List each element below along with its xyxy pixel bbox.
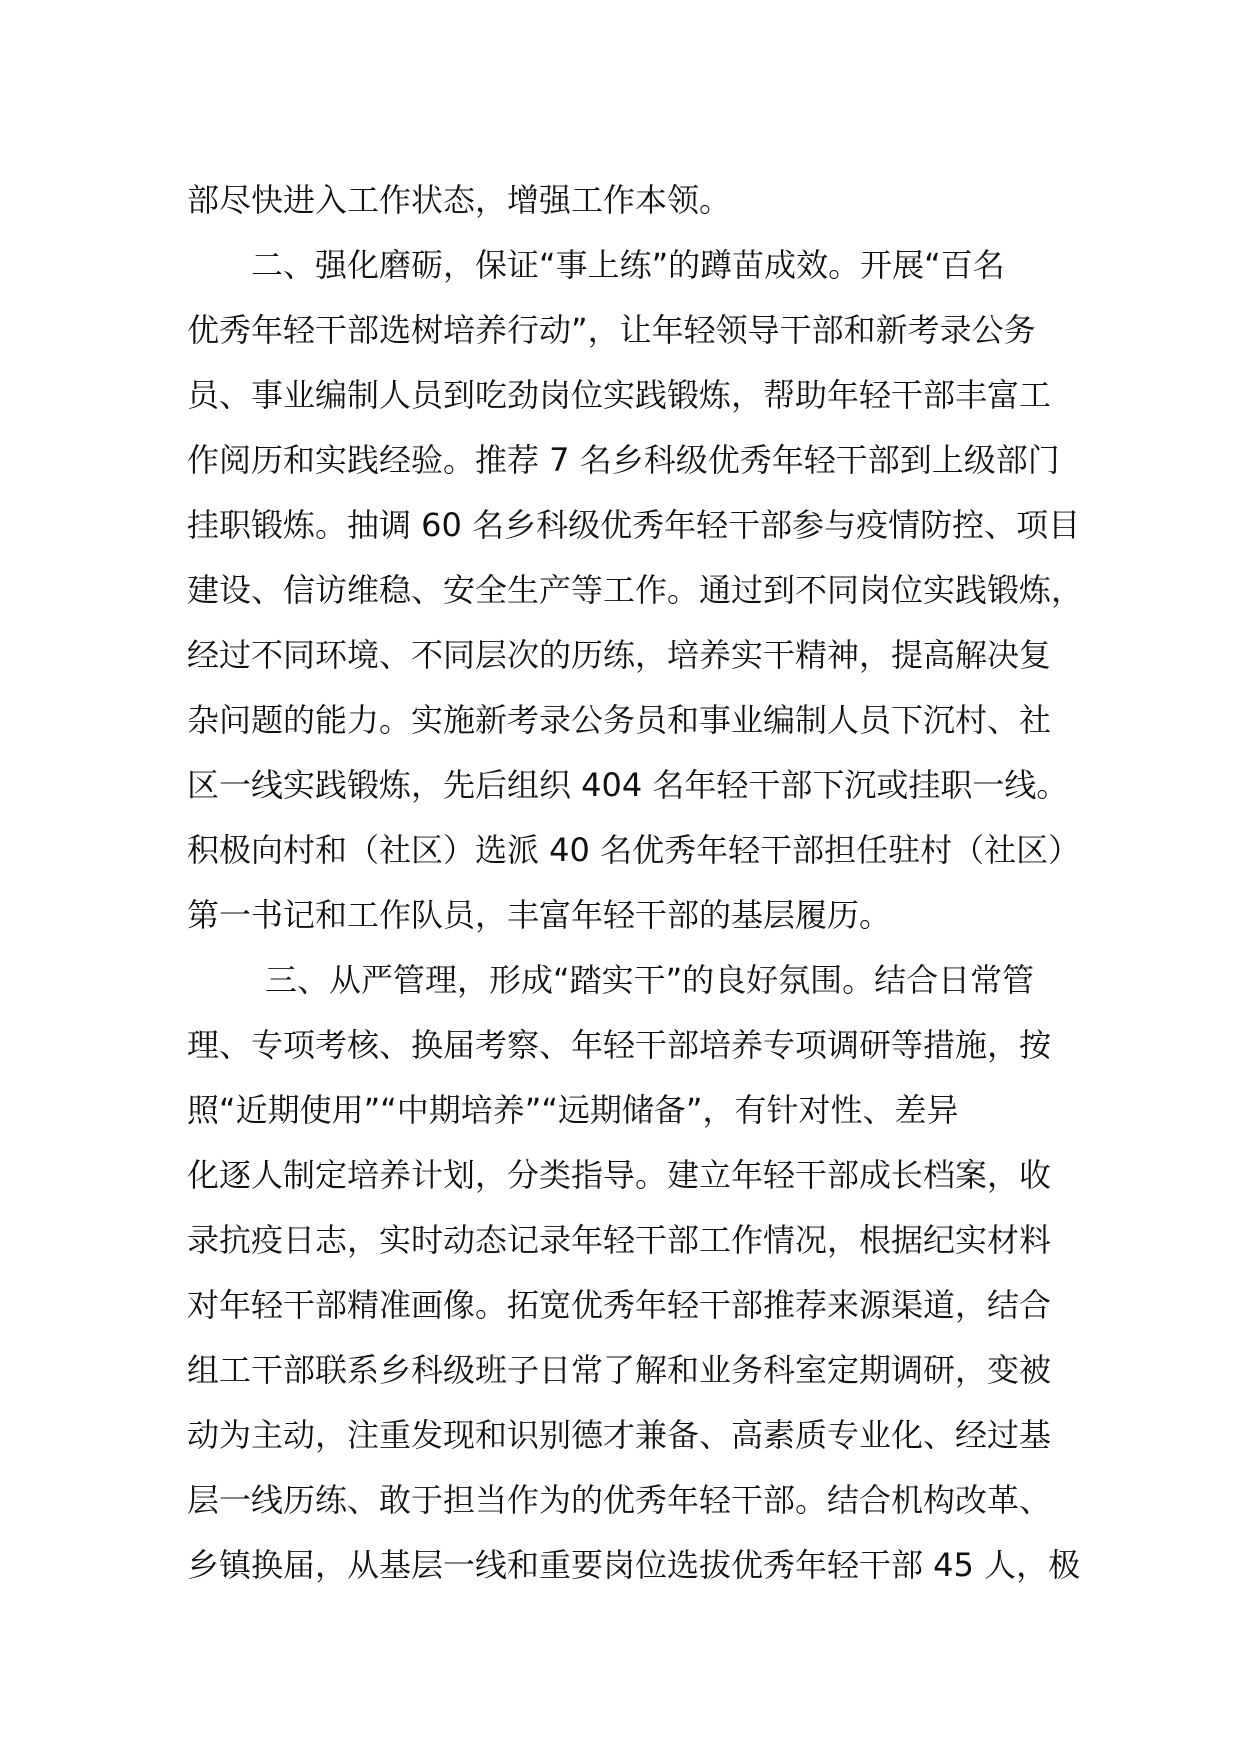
text-line: 动为主动，注重发现和识别德才兼备、高素质专业化、经过基 [187,1416,1052,1454]
text-line: 积极向村和（社区）选派 40 名优秀年轻干部担任驻村（社区） [187,831,1081,869]
text-line: 组工干部联系乡科级班子日常了解和业务科室定期调研，变被 [187,1351,1052,1389]
section-heading-line: 三、从严管理，形成“踏实干”的良好氛围。结合日常管 [265,961,1035,999]
text-line: 层一线历练、敢于担当作为的优秀年轻干部。结合机构改革、 [187,1481,1052,1519]
text-line: 优秀年轻干部选树培养行动”，让年轻领导干部和新考录公务 [187,311,1036,349]
text-line: 经过不同环境、不同层次的历练，培养实干精神，提高解决复 [187,636,1052,674]
text-line: 理、专项考核、换届考察、年轻干部培养专项调研等措施，按 [187,1026,1052,1064]
text-line: 建设、信访维稳、安全生产等工作。通过到不同岗位实践锻炼， [187,571,1084,609]
text-line: 杂问题的能力。实施新考录公务员和事业编制人员下沉村、社 [187,701,1052,739]
text-line: 乡镇换届，从基层一线和重要岗位选拔优秀年轻干部 45 人，极 [187,1546,1081,1584]
text-line: 区一线实践锻炼，先后组织 404 名年轻干部下沉或挂职一线。 [187,766,1069,804]
text-line: 录抗疫日志，实时动态记录年轻干部工作情况，根据纪实材料 [187,1221,1052,1259]
text-line: 员、事业编制人员到吃劲岗位实践锻炼，帮助年轻干部丰富工 [187,376,1052,414]
text-line: 第一书记和工作队员，丰富年轻干部的基层履历。 [187,896,892,934]
section-heading-line: 二、强化磨砺，保证“事上练”的蹲苗成效。开展“百名 [251,246,1005,284]
text-line: 对年轻干部精准画像。拓宽优秀年轻干部推荐来源渠道，结合 [187,1286,1052,1324]
text-line: 化逐人制定培养计划，分类指导。建立年轻干部成长档案，收 [187,1156,1052,1194]
text-line: 挂职锻炼。抽调 60 名乡科级优秀年轻干部参与疫情防控、项目 [187,506,1081,544]
text-line: 部尽快进入工作状态，增强工作本领。 [187,181,732,219]
body-text [187,168,1084,1598]
text-line: 作阅历和实践经验。推荐 7 名乡科级优秀年轻干部到上级部门 [187,441,1060,479]
text-line: 照“近期使用”“中期培养”“远期储备”，有针对性、差异 [187,1091,959,1129]
